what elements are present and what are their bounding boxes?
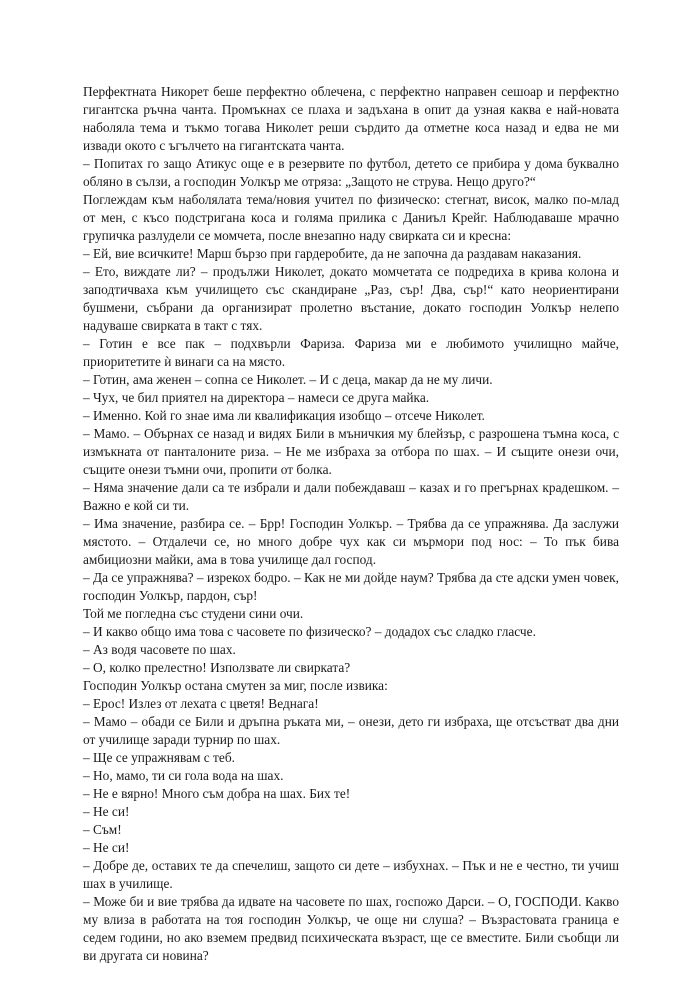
paragraph: – Не е вярно! Много съм добра на шах. Бих те! [83,786,351,801]
paragraph: – Не си! [83,840,130,855]
paragraph: – Аз водя часовете по шах. [83,642,236,657]
paragraph: – Ето, виждате ли? – продължи Николет, докато момчетата се подредиха в крива колона и заподтичваха към училището със скандиране „Раз, сър! Два, сър!“ като неориентирани бушмени, събрани да организират пролетно въстание, докато господин Уолкър нелепо надуваше свирката в такт с тях. [83,264,619,333]
paragraph: Перфектната Никорет беше перфектно облечена, с перфектно направен сешоар и перфектно гигантска ръчна чанта. Промъкнах се плаха и задъхана в опит да узная каква е най-новата наболяла тема и тъкмо тогава Николет реши сърдито да отметне коса назад и едва не ми извади окото с ъгълчето на гигантската чанта. [83,84,619,153]
paragraph: – Чух, че бил приятел на директора – намеси се друга майка. [83,390,430,405]
paragraph: – Добре де, оставих те да спечелиш, защото си дете – избухнах. – Пък и не е честно, ти учиш шах в училище. [83,858,619,891]
paragraph: – Ще се упражнявам с теб. [83,750,235,765]
paragraph: – Съм! [83,822,122,837]
paragraph: – Готин, ама женен – сопна се Николет. – И с деца, макар да не му личи. [83,372,493,387]
paragraph: – Не си! [83,804,130,819]
paragraph: Поглеждам към наболялата тема/новия учител по физическо: стегнат, висок, малко по-млад от мен, с късо подстригана коса и голяма прилика с Даниъл Крейг. Наблюдаваше мрачно групичка разлудели се момчета, после внезапно наду свирката си и кресна: [83,192,619,243]
paragraph: – Ерос! Излез от лехата с цветя! Веднага! [83,696,319,711]
paragraph: – Но, мамо, ти си гола вода на шах. [83,768,284,783]
paragraph: Той ме погледна със студени сини очи. [83,606,304,621]
paragraph: – Готин е все пак – подхвърли Фариза. Фариза ми е любимото училищно майче, приоритетите ѝ винаги са на място. [83,336,619,369]
paragraph: – Попитах го защо Атикус още е в резервите по футбол, детето се прибира у дома буквално обляно в сълзи, а господин Уолкър ме отряза: „Защото не струва. Нещо друго?“ [83,156,619,189]
paragraph: Господин Уолкър остана смутен за миг, после извика: [83,678,388,693]
paragraph: – Мамо. – Обърнах се назад и видях Били в мъничкия му блейзър, с разрошена тъмна коса, с измъкната от панталоните риза. – Не ме избраха за отбора по шах. – И същите онези очи, същите онези тъмни очи, пропити от болка. [83,426,619,477]
paragraph: – Има значение, разбира се. – Брр! Господин Уолкър. – Трябва да се упражнява. Да заслужи мястото. – Отдалечи се, но много добре чух как си мърмори под нос: – То пък бива амбициозни майки, ама в това училище дал господ. [83,516,619,567]
paragraph: – Ей, вие всичките! Марш бързо при гардеробите, да не започна да раздавам наказания. [83,246,582,261]
paragraph: – Може би и вие трябва да идвате на часовете по шах, госпожо Дарси. – О, ГОСПОДИ. Какво му влиза в работата на тоя господин Уолкър, че още ни слуша? – Възрастовата граница е седем години, но ако вземем предвид психическата възраст, ще се вместите. Били съобщи ли ви другата си новина? [83,894,619,963]
paragraph: – Няма значение дали са те избрали и дали побеждаваш – казах и го прегърнах крадешком. – Важно е кой си ти. [83,480,619,513]
document-page [83,83,619,965]
paragraph: – Мамо – обади се Били и дръпна ръката ми, – онези, дето ги избраха, ще отсъстват два дни от училище заради турнир по шах. [83,714,619,747]
paragraph: – И какво общо има това с часовете по физическо? – додадох със сладко гласче. [83,624,536,639]
paragraph: – О, колко прелестно! Използвате ли свирката? [83,660,351,675]
paragraph: – Именно. Кой го знае има ли квалификация изобщо – отсече Николет. [83,408,485,423]
paragraph: – Да се упражнява? – изрекох бодро. – Как не ми дойде наум? Трябва да сте адски умен човек, господин Уолкър, пардон, сър! [83,570,619,603]
